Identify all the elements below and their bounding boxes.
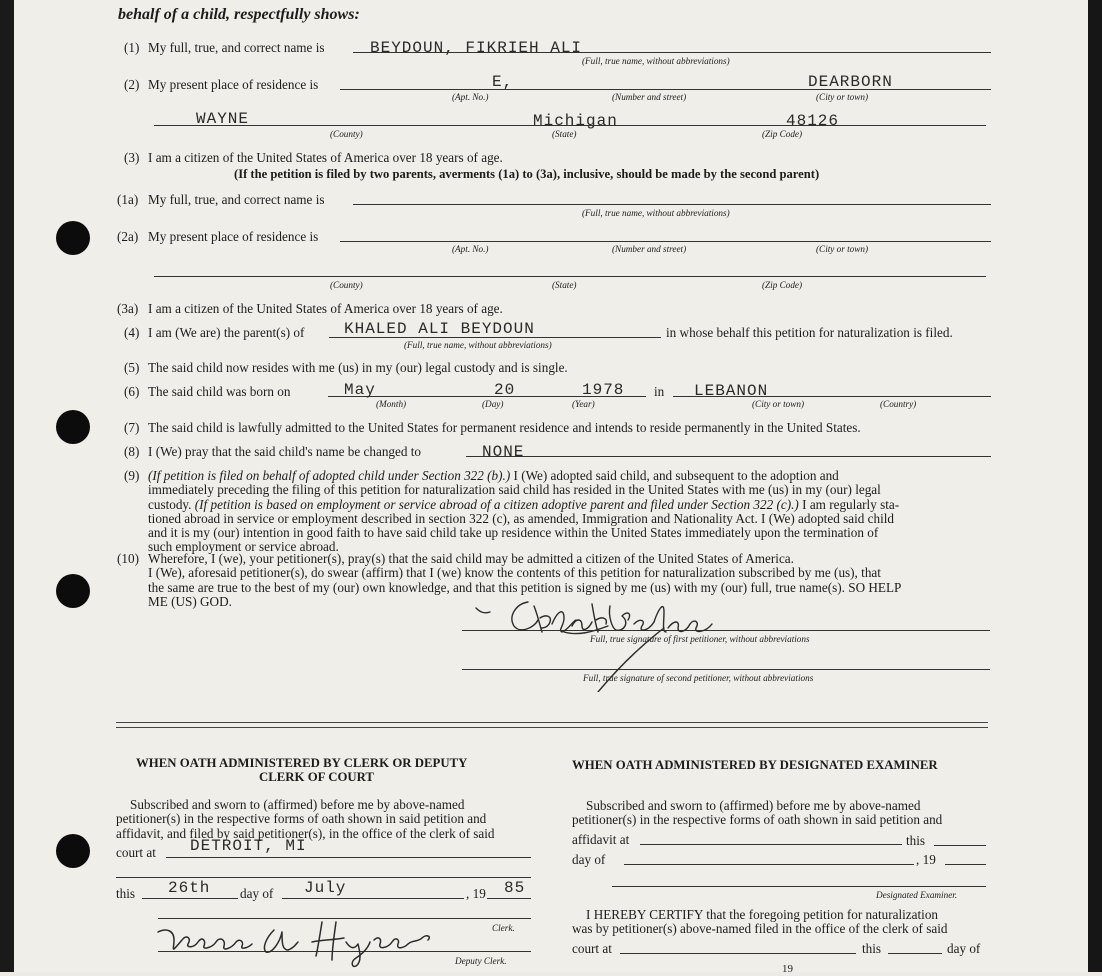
in-label: in: [654, 384, 665, 399]
court-at-label: court at: [116, 845, 156, 860]
day-of-label: day of: [240, 886, 274, 901]
court-line-2: [116, 877, 531, 878]
affidavit-line[interactable]: [640, 844, 902, 845]
paragraph-text: I HEREBY CERTIFY that the foregoing petition for naturalization: [586, 907, 939, 922]
paragraph-text: petitioner(s) in the respective forms of oath shown in said petition and: [116, 811, 487, 827]
paragraph-text: immediately preceding the filing of this petition for naturalization said child has resided in the United States with me (us) in my (our) legal: [148, 482, 881, 498]
field-caption: (Year): [572, 399, 595, 409]
item-number: (10): [117, 551, 139, 566]
field-caption: (County): [330, 280, 363, 290]
zip-field[interactable]: 48126: [786, 112, 840, 130]
birth-year-field[interactable]: 1978: [582, 381, 625, 399]
item-number: (1a): [117, 192, 139, 207]
field-caption: (Number and street): [612, 244, 687, 254]
year-line: [487, 898, 531, 899]
paragraph-text: Subscribed and sworn to (affirmed) before me by above-named: [586, 798, 921, 813]
item-label: I am (We are) the parent(s) of: [148, 325, 305, 340]
item-number: (8): [124, 444, 140, 459]
section-divider: [116, 722, 988, 728]
field-caption: (County): [330, 129, 363, 139]
year-line[interactable]: [945, 864, 986, 865]
field-caption: Full, true signature of second petitioner, without abbreviations: [583, 673, 814, 683]
this-label: this: [906, 833, 926, 848]
partial-text: 19: [782, 963, 793, 975]
name-change-line: [466, 456, 991, 457]
item-number: (9): [124, 468, 140, 483]
court-at-label: court at: [572, 941, 612, 956]
court-line[interactable]: [620, 953, 856, 954]
this-line[interactable]: [888, 953, 942, 954]
item-label: I am a citizen of the United States of America over 18 years of age.: [148, 150, 503, 165]
county-line[interactable]: [154, 276, 986, 277]
field-caption: (Full, true name, without abbreviations): [582, 208, 730, 218]
day-of-line[interactable]: [624, 864, 914, 865]
paragraph-text: Subscribed and sworn to (affirmed) before me by above-named: [130, 797, 465, 812]
examiner-block-title: WHEN OATH ADMINISTERED BY DESIGNATED EXAMINER: [572, 758, 938, 772]
punch-hole: [56, 834, 90, 868]
field-caption: (Apt. No.): [452, 92, 489, 102]
birth-month-field[interactable]: May: [344, 381, 376, 399]
second-parent-note: (If the petition is filed by two parents, averments (1a) to (3a), inclusive, should be made by the second parent): [234, 167, 820, 181]
paragraph-italic: (If petition is filed on behalf of adopted child under Section 322 (b).): [148, 468, 511, 483]
paragraph-text: such employment or service abroad.: [148, 539, 339, 555]
scan-edge-right: [1088, 0, 1102, 972]
item-label: My full, true, and correct name is: [148, 192, 325, 207]
header-text: behalf of a child, respectfully shows:: [118, 6, 360, 23]
court-location-field[interactable]: DETROIT, MI: [190, 837, 307, 855]
day-of-label: day of: [947, 941, 981, 956]
paragraph-italic: (If petition is based on employment or service abroad of a citizen adoptive parent and filed under Section 322 (c).): [194, 496, 799, 512]
examiner-caption: Designated Examiner.: [876, 890, 958, 900]
examiner-paragraph: [572, 799, 987, 828]
field-caption: (Zip Code): [762, 280, 803, 290]
item-number: (4): [124, 325, 140, 340]
this-line[interactable]: [934, 845, 986, 846]
field-caption: (City or town): [752, 399, 805, 409]
paragraph-text: I am regularly sta-: [798, 496, 900, 512]
item-number: (1): [124, 40, 140, 55]
this-label: this: [862, 941, 882, 956]
paragraph-text: the same are true to the best of my (our) own knowledge, and that this petition is signed by me (us) with my (our) full, true name(s). SO HELP: [148, 579, 902, 595]
field-caption: (Zip Code): [762, 129, 803, 139]
item-number: (3): [124, 150, 140, 165]
field-caption: (Full, true name, without abbreviations): [404, 340, 552, 350]
field-caption: (Day): [482, 399, 504, 409]
deputy-caption: Deputy Clerk.: [455, 956, 507, 966]
item-label: My present place of residence is: [148, 229, 319, 244]
punch-hole: [56, 574, 90, 608]
item-number: (3a): [117, 301, 139, 316]
paragraph-text: Wherefore, I (we), your petitioner(s), pray(s) that the said child may be admitted a citizen of the United States of America.: [148, 551, 794, 566]
item-label-tail: in whose behalf this petition for naturalization is filed.: [666, 325, 953, 340]
paragraph-text: petitioner(s) in the respective forms of oath shown in said petition and: [572, 812, 943, 828]
item-number: (2a): [117, 229, 139, 244]
item-label: The said child was born on: [148, 384, 291, 399]
paragraph-text: tioned abroad in service or employment described in section 322 (c), as amended, Immigration and Nationality Act. I (We) adopted said child: [148, 510, 894, 526]
name-line[interactable]: [353, 204, 991, 205]
paragraph-text: affidavit, and filed by said petitioner(s), in the office of the clerk of said: [116, 825, 495, 841]
item-label: I am a citizen of the United States of America over 18 years of age.: [148, 301, 503, 316]
year-prefix: , 19: [916, 852, 936, 867]
name-change-field[interactable]: NONE: [482, 443, 525, 461]
day-of-label: day of: [572, 852, 606, 867]
clerk-block-title: WHEN OATH ADMINISTERED BY CLERK OR DEPUTY: [136, 756, 468, 770]
punch-hole: [56, 221, 90, 255]
court-line: [166, 857, 531, 858]
adopted-child-paragraph: [148, 469, 991, 555]
field-caption: (Apt. No.): [452, 244, 489, 254]
affidavit-at-label: affidavit at: [572, 832, 630, 847]
oath-day-field[interactable]: 26th: [168, 879, 211, 897]
field-caption: (Full, true name, without abbreviations): [582, 56, 730, 66]
certify-paragraph: [572, 908, 987, 937]
item-number: (7): [124, 420, 140, 435]
state-field[interactable]: Michigan: [533, 112, 618, 130]
item-label: I (We) pray that the said child's name be changed to: [148, 444, 422, 459]
this-label: this: [116, 886, 136, 901]
examiner-signature-line[interactable]: [612, 886, 986, 887]
residence-line: [340, 89, 991, 90]
item-label: The said child now resides with me (us) in my (our) legal custody and is single.: [148, 360, 568, 375]
month-line: [282, 898, 464, 899]
street-field[interactable]: E,: [492, 73, 514, 91]
scan-edge-left: [0, 0, 14, 972]
field-caption: (Month): [376, 399, 407, 409]
city-field[interactable]: DEARBORN: [808, 73, 893, 91]
birth-day-field[interactable]: 20: [494, 381, 516, 399]
oath-year-field[interactable]: 85: [504, 879, 526, 897]
residence-line[interactable]: [340, 241, 991, 242]
birth-place-field[interactable]: LEBANON: [694, 382, 769, 400]
field-caption: (City or town): [816, 92, 869, 102]
paragraph-text: I (We), aforesaid petitioner(s), do swear (affirm) that I (we) know the contents of this petition for naturalization subscribed by me (us), that: [148, 565, 881, 581]
paragraph-text: ME (US) GOD.: [148, 593, 232, 609]
petitioner-name-field[interactable]: BEYDOUN, FIKRIEH ALI: [370, 39, 583, 57]
county-field[interactable]: WAYNE: [196, 110, 250, 128]
day-line: [142, 898, 238, 899]
item-number: (6): [124, 384, 140, 399]
item-number: (5): [124, 360, 140, 375]
paragraph-text: custody.: [148, 496, 195, 512]
punch-hole: [56, 410, 90, 444]
item-number: (2): [124, 77, 140, 92]
paragraph-text: was by petitioner(s) above-named filed in the office of the clerk of said: [572, 921, 948, 937]
field-caption: (Number and street): [612, 92, 687, 102]
field-caption: Full, true signature of first petitioner, without abbreviations: [590, 634, 810, 644]
field-caption: (State): [552, 280, 577, 290]
field-caption: (Country): [880, 399, 917, 409]
paragraph-text: I (We) adopted said child, and subsequent to the adoption and: [510, 468, 839, 483]
oath-month-field[interactable]: July: [304, 879, 347, 897]
clerk-block-title: CLERK OF COURT: [259, 770, 374, 784]
item-label: My full, true, and correct name is: [148, 40, 325, 55]
field-caption: (State): [552, 129, 577, 139]
field-caption: (City or town): [816, 244, 869, 254]
petitioner-signature: [468, 592, 758, 692]
clerk-caption: Clerk.: [492, 923, 515, 933]
year-prefix: , 19: [466, 886, 486, 901]
item-label: The said child is lawfully admitted to the United States for permanent residence and intends to reside permanently in the United States.: [148, 420, 861, 435]
item-label: My present place of residence is: [148, 77, 319, 92]
deputy-clerk-signature: [156, 914, 446, 970]
clerk-paragraph: [116, 798, 531, 841]
paragraph-text: and it is my (our) intention in good faith to have said child take up residence within the United States immediately upon the termination of: [148, 525, 879, 541]
child-name-field[interactable]: KHALED ALI BEYDOUN: [344, 320, 535, 338]
